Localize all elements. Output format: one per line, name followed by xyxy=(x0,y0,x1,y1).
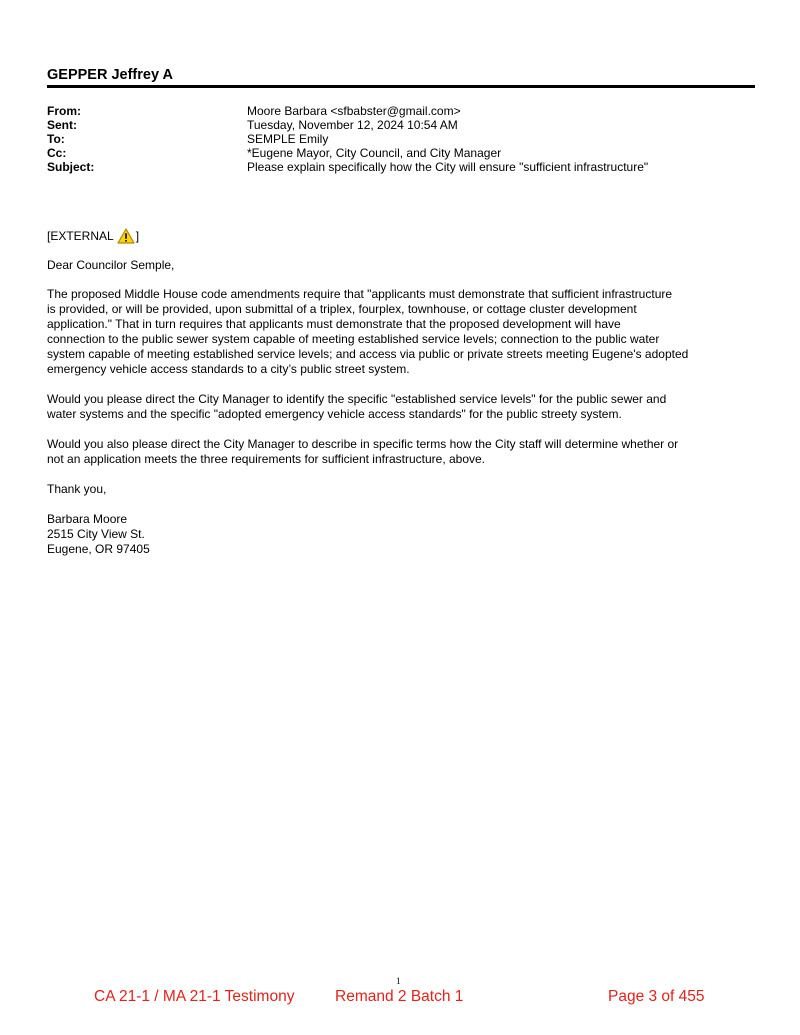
warning-icon xyxy=(117,228,135,244)
subject-value: Please explain specifically how the City will ensure "sufficient infrastructure" xyxy=(247,160,649,174)
paragraph-line: application." That in turn requires that applicants must demonstrate that the proposed development will have xyxy=(47,317,621,331)
footer-batch-label: Remand 2 Batch 1 xyxy=(335,988,464,1005)
email-header-block xyxy=(47,104,755,174)
header-row-subject xyxy=(47,160,755,174)
owner-divider xyxy=(47,85,755,88)
to-value: SEMPLE Emily xyxy=(247,132,329,146)
paragraph-line: Would you also please direct the City Manager to describe in specific terms how the City staff will determine whether or xyxy=(47,437,679,451)
mailbox-owner-name: GEPPER Jeffrey A xyxy=(47,67,173,83)
paragraph-line: emergency vehicle access standards to a city’s public street system. xyxy=(47,362,410,376)
paragraph-requirements xyxy=(47,287,755,377)
from-value: Moore Barbara <sfbabster@gmail.com> xyxy=(247,104,461,118)
paragraph-line: Would you please direct the City Manager to identify the specific "established service levels" for the public sewer and xyxy=(47,392,667,406)
paragraph-line: connection to the public sewer system capable of meeting established service levels; connection to the public water xyxy=(47,332,660,346)
external-tag-suffix: ] xyxy=(135,228,140,243)
paragraph-determination xyxy=(47,437,755,467)
paragraph-line: water systems and the specific "adopted emergency vehicle access standards" for the public streety system. xyxy=(47,407,622,421)
external-tag-prefix: [EXTERNAL xyxy=(47,228,114,243)
signature-city: Eugene, OR 97405 xyxy=(47,542,150,556)
footer-page-count: Page 3 of 455 xyxy=(608,988,705,1005)
sent-value: Tuesday, November 12, 2024 10:54 AM xyxy=(247,118,458,132)
header-row-cc xyxy=(47,146,755,160)
cc-value: *Eugene Mayor, City Council, and City Manager xyxy=(247,146,502,160)
to-label: To: xyxy=(47,132,65,146)
page-number: 1 xyxy=(396,976,401,986)
header-row-from xyxy=(47,104,755,118)
email-body xyxy=(47,228,755,557)
paragraph-line: is provided, or will be provided, upon submittal of a triplex, fourplex, townhouse, or cottage cluster development xyxy=(47,302,637,316)
from-label: From: xyxy=(47,104,81,118)
signature-block xyxy=(47,512,755,557)
sent-label: Sent: xyxy=(47,118,77,132)
header-row-to xyxy=(47,132,755,146)
paragraph-line: not an application meets the three requirements for sufficient infrastructure, above. xyxy=(47,452,486,466)
paragraph-line: system capable of meeting established service levels; and access via public or private streets meeting Eugene's adopted xyxy=(47,347,689,361)
header-row-sent xyxy=(47,118,755,132)
page-footer xyxy=(0,975,800,1015)
signature-name: Barbara Moore xyxy=(47,512,128,526)
closing: Thank you, xyxy=(47,482,107,496)
paragraph-line: The proposed Middle House code amendments require that "applicants must demonstrate that sufficient infrastructure xyxy=(47,287,673,301)
footer-testimony-label: CA 21-1 / MA 21-1 Testimony xyxy=(94,988,295,1005)
paragraph-service-levels xyxy=(47,392,755,422)
external-tag xyxy=(47,228,755,244)
signature-street: 2515 City View St. xyxy=(47,527,145,541)
subject-label: Subject: xyxy=(47,160,95,174)
cc-label: Cc: xyxy=(47,146,67,160)
greeting: Dear Councilor Semple, xyxy=(47,258,175,272)
